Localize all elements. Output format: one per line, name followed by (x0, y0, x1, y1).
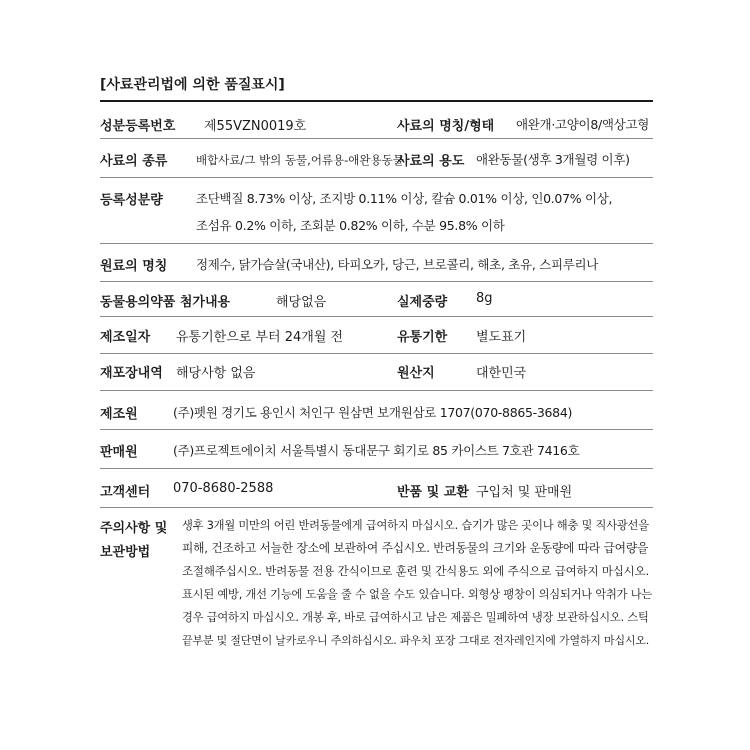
composition-line-1: 조단백질 8.73% 이상, 조지방 0.11% 이상, 칼슘 0.01% 이상, 인0.07% 이상, (196, 191, 613, 206)
return-exchange-label: 반품 및 교환 (397, 485, 469, 500)
feed-use-value: 애완동물(생후 3개월령 이후) (476, 152, 630, 167)
feed-use-label: 사료의 용도 (397, 154, 465, 169)
reg-no-value: 제55VZN0019호 (204, 119, 307, 134)
row-divider (100, 138, 653, 139)
composition-label: 등록성분량 (100, 193, 163, 208)
net-weight-value: 8g (476, 291, 493, 306)
product-name-value: 애완개·고양이8/액상고형 (516, 117, 649, 132)
customer-center-label: 고객센터 (100, 485, 151, 500)
expiry-label: 유통기한 (397, 330, 448, 345)
origin-label: 원산지 (397, 366, 435, 381)
drug-additive-label: 동물용의약품 첨가내용 (100, 295, 231, 310)
manufacturer-label: 제조원 (100, 407, 138, 422)
reg-no-label: 성분등록번호 (100, 119, 176, 134)
caution-label-line-1: 주의사항 및 (100, 521, 168, 536)
product-name-label: 사료의 명칭/형태 (397, 119, 495, 134)
repack-label: 재포장내역 (100, 366, 163, 381)
expiry-value: 별도표기 (476, 330, 527, 345)
customer-center-phone: 070-8680-2588 (173, 481, 274, 496)
row-divider (100, 316, 653, 317)
repack-value: 해당사항 없음 (176, 366, 256, 381)
row-divider (100, 429, 653, 430)
drug-additive-value: 해당없음 (276, 295, 327, 310)
mfg-date-label: 제조일자 (100, 330, 151, 345)
return-exchange-value: 구입처 및 판매원 (476, 485, 573, 500)
row-divider (100, 281, 653, 282)
table-top-border (100, 100, 653, 102)
row-divider (100, 468, 653, 469)
mfg-date-value: 유통기한으로 부터 24개월 전 (176, 330, 344, 345)
caution-line: 피해, 건조하고 서늘한 장소에 보관하여 주십시오. 반려동물의 크기와 운동량에 따라 급여량을 (182, 541, 649, 555)
caution-line: 표시된 예방, 개선 기능에 도움을 줄 수 없을 수도 있습니다. 외형상 팽창이 의심되거나 악취가 나는 (182, 588, 653, 601)
row-divider (100, 353, 653, 354)
ingredients-label: 원료의 명칭 (100, 259, 168, 274)
row-divider (100, 177, 653, 178)
seller-label: 판매원 (100, 445, 138, 460)
caution-line: 조절해주십시오. 반려동물 전용 간식이므로 훈련 및 간식용도 외에 주식으로 급여하지 마십시오. (182, 564, 649, 578)
ingredients-value: 정제수, 닭가슴살(국내산), 타피오카, 당근, 브로콜리, 해초, 초유, 스피루리나 (196, 257, 599, 272)
composition-line-2: 조섬유 0.2% 이하, 조회분 0.82% 이하, 수분 95.8% 이하 (196, 218, 505, 233)
net-weight-label: 실제중량 (397, 295, 448, 310)
seller-value: (주)프로젝트에이치 서울특별시 동대문구 회기로 85 카이스트 7호관 7416호 (173, 443, 580, 458)
manufacturer-value: (주)펫원 경기도 용인시 처인구 원삼면 보개원삼로 1707(070-8865-3684) (173, 405, 573, 420)
caution-label-line-2: 보관방법 (100, 545, 151, 560)
page-title: [사료관리법에 의한 품질표시] (100, 77, 285, 93)
row-divider (100, 243, 653, 244)
caution-line: 경우 급여하지 마십시오. 개봉 후, 바로 급여하시고 남은 제품은 밀폐하여 냉장 보관하십시오. 스틱 (182, 611, 649, 624)
feed-type-value: 배합사료/그 밖의 동물,어류용-애완용동물 (196, 153, 404, 167)
feed-type-label: 사료의 종류 (100, 154, 168, 169)
row-divider (100, 507, 653, 508)
row-divider (100, 390, 653, 391)
caution-line: 생후 3개월 미만의 어린 반려동물에게 급여하지 마십시오. 습기가 많은 곳이나 해충 및 직사광선을 (182, 519, 649, 532)
caution-line: 끝부분 및 절단면이 날카로우니 주의하십시오. 파우치 포장 그대로 전자레인지에 가열하지 마십시오. (182, 634, 650, 647)
origin-value: 대한민국 (476, 366, 527, 381)
